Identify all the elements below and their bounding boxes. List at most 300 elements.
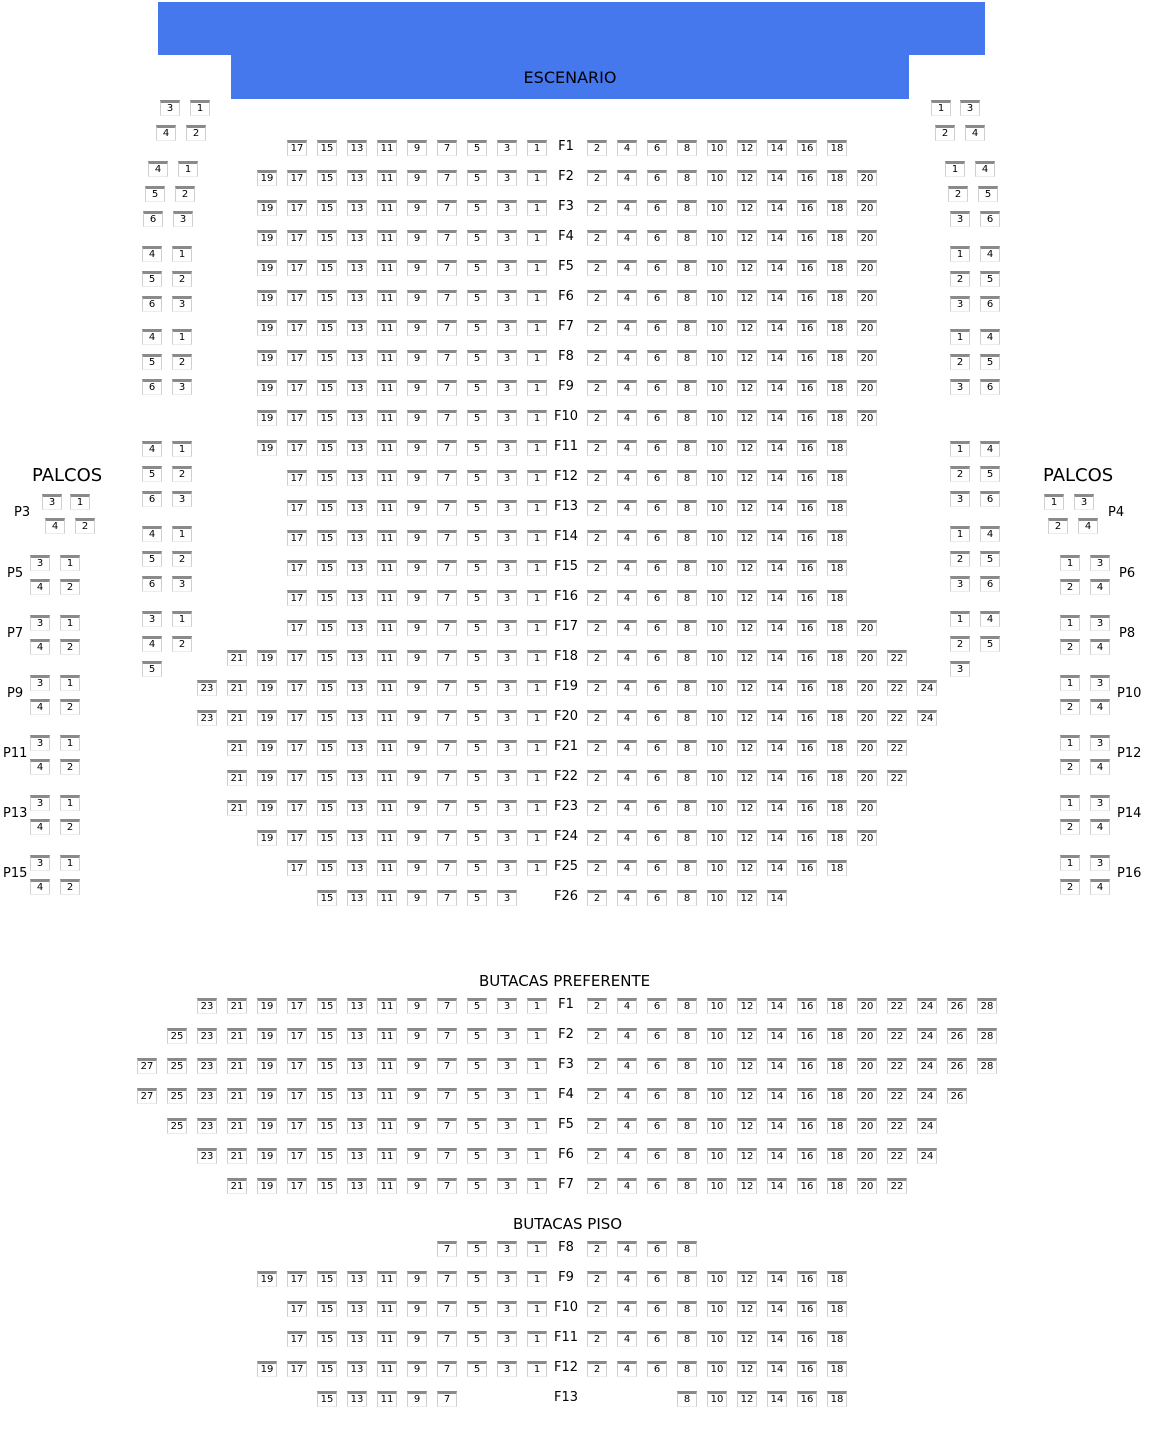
platea-seat[interactable]: 6 bbox=[647, 770, 667, 786]
platea-seat[interactable]: 14 bbox=[767, 410, 787, 426]
preferente-seat[interactable]: 18 bbox=[827, 1178, 847, 1194]
platea-seat[interactable]: 1 bbox=[527, 680, 547, 696]
preferente-seat[interactable]: 21 bbox=[227, 1148, 247, 1164]
platea-seat[interactable]: 24 bbox=[917, 680, 937, 696]
platea-seat[interactable]: 20 bbox=[857, 260, 877, 276]
palco-left-seat[interactable]: 4 bbox=[30, 819, 50, 835]
side-left-seat[interactable]: 3 bbox=[160, 100, 180, 116]
platea-seat[interactable]: 20 bbox=[857, 230, 877, 246]
palco-left-seat[interactable]: 3 bbox=[42, 494, 62, 510]
piso-seat[interactable]: 8 bbox=[677, 1271, 697, 1287]
preferente-seat[interactable]: 16 bbox=[797, 998, 817, 1014]
preferente-seat[interactable]: 1 bbox=[527, 1028, 547, 1044]
platea-seat[interactable]: 14 bbox=[767, 470, 787, 486]
piso-seat[interactable]: 17 bbox=[287, 1301, 307, 1317]
platea-seat[interactable]: 1 bbox=[527, 200, 547, 216]
platea-seat[interactable]: 10 bbox=[707, 230, 727, 246]
side-right-seat[interactable]: 5 bbox=[980, 271, 1000, 287]
preferente-seat[interactable]: 17 bbox=[287, 1088, 307, 1104]
preferente-seat[interactable]: 6 bbox=[647, 1058, 667, 1074]
side-right-seat[interactable]: 6 bbox=[980, 296, 1000, 312]
platea-seat[interactable]: 8 bbox=[677, 560, 697, 576]
platea-seat[interactable]: 8 bbox=[677, 650, 697, 666]
platea-seat[interactable]: 8 bbox=[677, 590, 697, 606]
platea-seat[interactable]: 21 bbox=[227, 710, 247, 726]
platea-seat[interactable]: 8 bbox=[677, 140, 697, 156]
platea-seat[interactable]: 15 bbox=[317, 620, 337, 636]
platea-seat[interactable]: 18 bbox=[827, 530, 847, 546]
platea-seat[interactable]: 3 bbox=[497, 350, 517, 366]
preferente-seat[interactable]: 17 bbox=[287, 1178, 307, 1194]
platea-seat[interactable]: 8 bbox=[677, 620, 697, 636]
preferente-seat[interactable]: 23 bbox=[197, 1028, 217, 1044]
platea-seat[interactable]: 13 bbox=[347, 170, 367, 186]
side-right-seat[interactable]: 2 bbox=[950, 466, 970, 482]
platea-seat[interactable]: 7 bbox=[437, 710, 457, 726]
platea-seat[interactable]: 15 bbox=[317, 590, 337, 606]
platea-seat[interactable]: 1 bbox=[527, 560, 547, 576]
platea-seat[interactable]: 14 bbox=[767, 350, 787, 366]
platea-seat[interactable]: 6 bbox=[647, 380, 667, 396]
platea-seat[interactable]: 9 bbox=[407, 470, 427, 486]
platea-seat[interactable]: 18 bbox=[827, 170, 847, 186]
platea-seat[interactable]: 11 bbox=[377, 140, 397, 156]
platea-seat[interactable]: 2 bbox=[587, 230, 607, 246]
piso-seat[interactable]: 7 bbox=[437, 1331, 457, 1347]
platea-seat[interactable]: 9 bbox=[407, 440, 427, 456]
platea-seat[interactable]: 14 bbox=[767, 230, 787, 246]
platea-seat[interactable]: 17 bbox=[287, 290, 307, 306]
platea-seat[interactable]: 5 bbox=[467, 290, 487, 306]
platea-seat[interactable]: 13 bbox=[347, 230, 367, 246]
preferente-seat[interactable]: 17 bbox=[287, 1058, 307, 1074]
piso-seat[interactable]: 9 bbox=[407, 1331, 427, 1347]
side-right-seat[interactable]: 3 bbox=[950, 491, 970, 507]
preferente-seat[interactable]: 20 bbox=[857, 1088, 877, 1104]
platea-seat[interactable]: 10 bbox=[707, 500, 727, 516]
piso-seat[interactable]: 2 bbox=[587, 1361, 607, 1377]
preferente-seat[interactable]: 8 bbox=[677, 1148, 697, 1164]
preferente-seat[interactable]: 10 bbox=[707, 1088, 727, 1104]
preferente-seat[interactable]: 14 bbox=[767, 1148, 787, 1164]
preferente-seat[interactable]: 19 bbox=[257, 1058, 277, 1074]
piso-seat[interactable]: 13 bbox=[347, 1331, 367, 1347]
platea-seat[interactable]: 5 bbox=[467, 590, 487, 606]
preferente-seat[interactable]: 28 bbox=[977, 1028, 997, 1044]
preferente-seat[interactable]: 18 bbox=[827, 1088, 847, 1104]
palco-left-seat[interactable]: 3 bbox=[30, 795, 50, 811]
platea-seat[interactable]: 16 bbox=[797, 230, 817, 246]
platea-seat[interactable]: 9 bbox=[407, 410, 427, 426]
platea-seat[interactable]: 9 bbox=[407, 230, 427, 246]
platea-seat[interactable]: 4 bbox=[617, 410, 637, 426]
platea-seat[interactable]: 15 bbox=[317, 260, 337, 276]
platea-seat[interactable]: 18 bbox=[827, 860, 847, 876]
side-left-seat[interactable]: 5 bbox=[142, 466, 162, 482]
platea-seat[interactable]: 15 bbox=[317, 200, 337, 216]
preferente-seat[interactable]: 9 bbox=[407, 1148, 427, 1164]
platea-seat[interactable]: 2 bbox=[587, 440, 607, 456]
preferente-seat[interactable]: 15 bbox=[317, 1088, 337, 1104]
platea-seat[interactable]: 2 bbox=[587, 860, 607, 876]
platea-seat[interactable]: 2 bbox=[587, 500, 607, 516]
platea-seat[interactable]: 18 bbox=[827, 260, 847, 276]
platea-seat[interactable]: 10 bbox=[707, 260, 727, 276]
platea-seat[interactable]: 4 bbox=[617, 710, 637, 726]
platea-seat[interactable]: 11 bbox=[377, 350, 397, 366]
piso-seat[interactable]: 18 bbox=[827, 1271, 847, 1287]
platea-seat[interactable]: 16 bbox=[797, 320, 817, 336]
preferente-seat[interactable]: 28 bbox=[977, 998, 997, 1014]
platea-seat[interactable]: 20 bbox=[857, 770, 877, 786]
platea-seat[interactable]: 8 bbox=[677, 470, 697, 486]
platea-seat[interactable]: 7 bbox=[437, 200, 457, 216]
platea-seat[interactable]: 16 bbox=[797, 560, 817, 576]
platea-seat[interactable]: 12 bbox=[737, 200, 757, 216]
platea-seat[interactable]: 22 bbox=[887, 710, 907, 726]
platea-seat[interactable]: 8 bbox=[677, 320, 697, 336]
preferente-seat[interactable]: 1 bbox=[527, 1058, 547, 1074]
preferente-seat[interactable]: 14 bbox=[767, 1028, 787, 1044]
platea-seat[interactable]: 1 bbox=[527, 800, 547, 816]
preferente-seat[interactable]: 17 bbox=[287, 1118, 307, 1134]
platea-seat[interactable]: 17 bbox=[287, 560, 307, 576]
platea-seat[interactable]: 18 bbox=[827, 410, 847, 426]
preferente-seat[interactable]: 21 bbox=[227, 1028, 247, 1044]
platea-seat[interactable]: 16 bbox=[797, 200, 817, 216]
palco-right-seat[interactable]: 4 bbox=[1090, 579, 1110, 595]
palco-right-seat[interactable]: 4 bbox=[1090, 639, 1110, 655]
preferente-seat[interactable]: 3 bbox=[497, 1118, 517, 1134]
preferente-seat[interactable]: 10 bbox=[707, 1178, 727, 1194]
piso-seat[interactable]: 9 bbox=[407, 1391, 427, 1407]
platea-seat[interactable]: 16 bbox=[797, 800, 817, 816]
platea-seat[interactable]: 15 bbox=[317, 440, 337, 456]
platea-seat[interactable]: 17 bbox=[287, 380, 307, 396]
platea-seat[interactable]: 18 bbox=[827, 230, 847, 246]
platea-seat[interactable]: 19 bbox=[257, 320, 277, 336]
piso-seat[interactable]: 3 bbox=[497, 1271, 517, 1287]
platea-seat[interactable]: 4 bbox=[617, 890, 637, 906]
piso-seat[interactable]: 5 bbox=[467, 1301, 487, 1317]
preferente-seat[interactable]: 10 bbox=[707, 1028, 727, 1044]
preferente-seat[interactable]: 12 bbox=[737, 1088, 757, 1104]
platea-seat[interactable]: 16 bbox=[797, 860, 817, 876]
preferente-seat[interactable]: 22 bbox=[887, 1058, 907, 1074]
platea-seat[interactable]: 9 bbox=[407, 830, 427, 846]
platea-seat[interactable]: 5 bbox=[467, 320, 487, 336]
preferente-seat[interactable]: 5 bbox=[467, 998, 487, 1014]
piso-seat[interactable]: 8 bbox=[677, 1361, 697, 1377]
preferente-seat[interactable]: 1 bbox=[527, 998, 547, 1014]
platea-seat[interactable]: 9 bbox=[407, 620, 427, 636]
platea-seat[interactable]: 5 bbox=[467, 530, 487, 546]
platea-seat[interactable]: 9 bbox=[407, 260, 427, 276]
platea-seat[interactable]: 2 bbox=[587, 290, 607, 306]
platea-seat[interactable]: 5 bbox=[467, 470, 487, 486]
preferente-seat[interactable]: 25 bbox=[167, 1028, 187, 1044]
platea-seat[interactable]: 8 bbox=[677, 230, 697, 246]
platea-seat[interactable]: 10 bbox=[707, 380, 727, 396]
piso-seat[interactable]: 11 bbox=[377, 1391, 397, 1407]
platea-seat[interactable]: 2 bbox=[587, 410, 607, 426]
preferente-seat[interactable]: 24 bbox=[917, 998, 937, 1014]
platea-seat[interactable]: 14 bbox=[767, 770, 787, 786]
piso-seat[interactable]: 14 bbox=[767, 1331, 787, 1347]
piso-seat[interactable]: 9 bbox=[407, 1301, 427, 1317]
platea-seat[interactable]: 16 bbox=[797, 140, 817, 156]
side-left-seat[interactable]: 4 bbox=[148, 161, 168, 177]
platea-seat[interactable]: 11 bbox=[377, 800, 397, 816]
platea-seat[interactable]: 11 bbox=[377, 650, 397, 666]
platea-seat[interactable]: 10 bbox=[707, 290, 727, 306]
platea-seat[interactable]: 13 bbox=[347, 620, 367, 636]
platea-seat[interactable]: 3 bbox=[497, 140, 517, 156]
platea-seat[interactable]: 15 bbox=[317, 830, 337, 846]
platea-seat[interactable]: 3 bbox=[497, 740, 517, 756]
platea-seat[interactable]: 11 bbox=[377, 680, 397, 696]
preferente-seat[interactable]: 12 bbox=[737, 1178, 757, 1194]
platea-seat[interactable]: 14 bbox=[767, 740, 787, 756]
palco-right-seat[interactable]: 1 bbox=[1060, 795, 1080, 811]
platea-seat[interactable]: 8 bbox=[677, 380, 697, 396]
platea-seat[interactable]: 19 bbox=[257, 440, 277, 456]
preferente-seat[interactable]: 7 bbox=[437, 1148, 457, 1164]
platea-seat[interactable]: 3 bbox=[497, 170, 517, 186]
platea-seat[interactable]: 14 bbox=[767, 440, 787, 456]
preferente-seat[interactable]: 21 bbox=[227, 1058, 247, 1074]
platea-seat[interactable]: 17 bbox=[287, 680, 307, 696]
platea-seat[interactable]: 1 bbox=[527, 530, 547, 546]
platea-seat[interactable]: 1 bbox=[527, 860, 547, 876]
platea-seat[interactable]: 14 bbox=[767, 530, 787, 546]
platea-seat[interactable]: 9 bbox=[407, 140, 427, 156]
platea-seat[interactable]: 7 bbox=[437, 860, 457, 876]
platea-seat[interactable]: 4 bbox=[617, 620, 637, 636]
platea-seat[interactable]: 22 bbox=[887, 770, 907, 786]
platea-seat[interactable]: 2 bbox=[587, 800, 607, 816]
piso-seat[interactable]: 18 bbox=[827, 1301, 847, 1317]
platea-seat[interactable]: 5 bbox=[467, 620, 487, 636]
platea-seat[interactable]: 6 bbox=[647, 560, 667, 576]
platea-seat[interactable]: 12 bbox=[737, 650, 757, 666]
preferente-seat[interactable]: 13 bbox=[347, 1058, 367, 1074]
platea-seat[interactable]: 10 bbox=[707, 620, 727, 636]
platea-seat[interactable]: 19 bbox=[257, 830, 277, 846]
platea-seat[interactable]: 5 bbox=[467, 140, 487, 156]
platea-seat[interactable]: 17 bbox=[287, 140, 307, 156]
preferente-seat[interactable]: 22 bbox=[887, 998, 907, 1014]
piso-seat[interactable]: 1 bbox=[527, 1331, 547, 1347]
preferente-seat[interactable]: 21 bbox=[227, 1088, 247, 1104]
platea-seat[interactable]: 2 bbox=[587, 890, 607, 906]
platea-seat[interactable]: 3 bbox=[497, 590, 517, 606]
piso-seat[interactable]: 1 bbox=[527, 1241, 547, 1257]
platea-seat[interactable]: 4 bbox=[617, 830, 637, 846]
platea-seat[interactable]: 3 bbox=[497, 770, 517, 786]
side-left-seat[interactable]: 1 bbox=[172, 526, 192, 542]
preferente-seat[interactable]: 7 bbox=[437, 1058, 457, 1074]
platea-seat[interactable]: 23 bbox=[197, 710, 217, 726]
platea-seat[interactable]: 1 bbox=[527, 650, 547, 666]
platea-seat[interactable]: 11 bbox=[377, 470, 397, 486]
preferente-seat[interactable]: 9 bbox=[407, 1088, 427, 1104]
piso-seat[interactable]: 11 bbox=[377, 1301, 397, 1317]
platea-seat[interactable]: 9 bbox=[407, 200, 427, 216]
piso-seat[interactable]: 4 bbox=[617, 1331, 637, 1347]
piso-seat[interactable]: 12 bbox=[737, 1391, 757, 1407]
preferente-seat[interactable]: 6 bbox=[647, 1028, 667, 1044]
platea-seat[interactable]: 6 bbox=[647, 260, 667, 276]
piso-seat[interactable]: 10 bbox=[707, 1301, 727, 1317]
palco-right-seat[interactable]: 3 bbox=[1090, 555, 1110, 571]
platea-seat[interactable]: 7 bbox=[437, 590, 457, 606]
platea-seat[interactable]: 4 bbox=[617, 680, 637, 696]
side-left-seat[interactable]: 2 bbox=[172, 466, 192, 482]
platea-seat[interactable]: 12 bbox=[737, 350, 757, 366]
platea-seat[interactable]: 12 bbox=[737, 830, 757, 846]
platea-seat[interactable]: 15 bbox=[317, 800, 337, 816]
platea-seat[interactable]: 17 bbox=[287, 740, 307, 756]
platea-seat[interactable]: 2 bbox=[587, 590, 607, 606]
platea-seat[interactable]: 1 bbox=[527, 170, 547, 186]
platea-seat[interactable]: 10 bbox=[707, 890, 727, 906]
platea-seat[interactable]: 1 bbox=[527, 350, 547, 366]
platea-seat[interactable]: 14 bbox=[767, 290, 787, 306]
piso-seat[interactable]: 11 bbox=[377, 1361, 397, 1377]
platea-seat[interactable]: 13 bbox=[347, 590, 367, 606]
side-right-seat[interactable]: 3 bbox=[950, 576, 970, 592]
platea-seat[interactable]: 11 bbox=[377, 590, 397, 606]
platea-seat[interactable]: 12 bbox=[737, 680, 757, 696]
platea-seat[interactable]: 8 bbox=[677, 440, 697, 456]
platea-seat[interactable]: 14 bbox=[767, 890, 787, 906]
platea-seat[interactable]: 15 bbox=[317, 140, 337, 156]
platea-seat[interactable]: 4 bbox=[617, 200, 637, 216]
preferente-seat[interactable]: 3 bbox=[497, 1178, 517, 1194]
preferente-seat[interactable]: 24 bbox=[917, 1058, 937, 1074]
preferente-seat[interactable]: 17 bbox=[287, 1148, 307, 1164]
platea-seat[interactable]: 1 bbox=[527, 290, 547, 306]
platea-seat[interactable]: 1 bbox=[527, 320, 547, 336]
platea-seat[interactable]: 7 bbox=[437, 260, 457, 276]
platea-seat[interactable]: 16 bbox=[797, 380, 817, 396]
platea-seat[interactable]: 11 bbox=[377, 830, 397, 846]
platea-seat[interactable]: 13 bbox=[347, 350, 367, 366]
preferente-seat[interactable]: 23 bbox=[197, 1058, 217, 1074]
platea-seat[interactable]: 5 bbox=[467, 170, 487, 186]
platea-seat[interactable]: 5 bbox=[467, 260, 487, 276]
piso-seat[interactable]: 15 bbox=[317, 1331, 337, 1347]
side-left-seat[interactable]: 3 bbox=[142, 611, 162, 627]
platea-seat[interactable]: 4 bbox=[617, 140, 637, 156]
preferente-seat[interactable]: 11 bbox=[377, 1028, 397, 1044]
platea-seat[interactable]: 10 bbox=[707, 860, 727, 876]
platea-seat[interactable]: 24 bbox=[917, 710, 937, 726]
platea-seat[interactable]: 21 bbox=[227, 740, 247, 756]
piso-seat[interactable]: 3 bbox=[497, 1331, 517, 1347]
preferente-seat[interactable]: 11 bbox=[377, 998, 397, 1014]
palco-left-seat[interactable]: 4 bbox=[30, 759, 50, 775]
platea-seat[interactable]: 16 bbox=[797, 530, 817, 546]
platea-seat[interactable]: 12 bbox=[737, 410, 757, 426]
platea-seat[interactable]: 9 bbox=[407, 680, 427, 696]
platea-seat[interactable]: 5 bbox=[467, 440, 487, 456]
platea-seat[interactable]: 8 bbox=[677, 500, 697, 516]
preferente-seat[interactable]: 8 bbox=[677, 1178, 697, 1194]
platea-seat[interactable]: 18 bbox=[827, 470, 847, 486]
side-right-seat[interactable]: 6 bbox=[980, 491, 1000, 507]
platea-seat[interactable]: 14 bbox=[767, 200, 787, 216]
piso-seat[interactable]: 16 bbox=[797, 1331, 817, 1347]
preferente-seat[interactable]: 3 bbox=[497, 1028, 517, 1044]
platea-seat[interactable]: 20 bbox=[857, 380, 877, 396]
platea-seat[interactable]: 13 bbox=[347, 470, 367, 486]
preferente-seat[interactable]: 8 bbox=[677, 1028, 697, 1044]
platea-seat[interactable]: 6 bbox=[647, 440, 667, 456]
platea-seat[interactable]: 13 bbox=[347, 440, 367, 456]
platea-seat[interactable]: 6 bbox=[647, 290, 667, 306]
preferente-seat[interactable]: 17 bbox=[287, 1028, 307, 1044]
platea-seat[interactable]: 20 bbox=[857, 170, 877, 186]
preferente-seat[interactable]: 24 bbox=[917, 1118, 937, 1134]
side-left-seat[interactable]: 3 bbox=[172, 491, 192, 507]
side-left-seat[interactable]: 6 bbox=[143, 211, 163, 227]
platea-seat[interactable]: 7 bbox=[437, 380, 457, 396]
palco-left-seat[interactable]: 1 bbox=[70, 494, 90, 510]
preferente-seat[interactable]: 6 bbox=[647, 1148, 667, 1164]
preferente-seat[interactable]: 15 bbox=[317, 998, 337, 1014]
side-left-seat[interactable]: 1 bbox=[172, 611, 192, 627]
preferente-seat[interactable]: 18 bbox=[827, 1148, 847, 1164]
side-right-seat[interactable]: 5 bbox=[980, 551, 1000, 567]
preferente-seat[interactable]: 2 bbox=[587, 1148, 607, 1164]
platea-seat[interactable]: 2 bbox=[587, 620, 607, 636]
platea-seat[interactable]: 15 bbox=[317, 530, 337, 546]
platea-seat[interactable]: 13 bbox=[347, 290, 367, 306]
platea-seat[interactable]: 18 bbox=[827, 740, 847, 756]
side-right-seat[interactable]: 4 bbox=[980, 329, 1000, 345]
side-left-seat[interactable]: 1 bbox=[190, 100, 210, 116]
platea-seat[interactable]: 19 bbox=[257, 650, 277, 666]
piso-seat[interactable]: 6 bbox=[647, 1241, 667, 1257]
side-left-seat[interactable]: 2 bbox=[175, 186, 195, 202]
platea-seat[interactable]: 6 bbox=[647, 230, 667, 246]
piso-seat[interactable]: 13 bbox=[347, 1361, 367, 1377]
platea-seat[interactable]: 2 bbox=[587, 770, 607, 786]
platea-seat[interactable]: 16 bbox=[797, 470, 817, 486]
palco-right-seat[interactable]: 2 bbox=[1060, 879, 1080, 895]
platea-seat[interactable]: 11 bbox=[377, 260, 397, 276]
platea-seat[interactable]: 10 bbox=[707, 590, 727, 606]
piso-seat[interactable]: 14 bbox=[767, 1301, 787, 1317]
preferente-seat[interactable]: 16 bbox=[797, 1058, 817, 1074]
platea-seat[interactable]: 2 bbox=[587, 560, 607, 576]
platea-seat[interactable]: 9 bbox=[407, 650, 427, 666]
palco-left-seat[interactable]: 2 bbox=[60, 819, 80, 835]
platea-seat[interactable]: 13 bbox=[347, 410, 367, 426]
platea-seat[interactable]: 10 bbox=[707, 470, 727, 486]
piso-seat[interactable]: 2 bbox=[587, 1241, 607, 1257]
preferente-seat[interactable]: 28 bbox=[977, 1058, 997, 1074]
platea-seat[interactable]: 17 bbox=[287, 200, 307, 216]
platea-seat[interactable]: 3 bbox=[497, 650, 517, 666]
palco-right-seat[interactable]: 4 bbox=[1078, 518, 1098, 534]
preferente-seat[interactable]: 4 bbox=[617, 998, 637, 1014]
platea-seat[interactable]: 20 bbox=[857, 800, 877, 816]
piso-seat[interactable]: 17 bbox=[287, 1361, 307, 1377]
platea-seat[interactable]: 18 bbox=[827, 770, 847, 786]
